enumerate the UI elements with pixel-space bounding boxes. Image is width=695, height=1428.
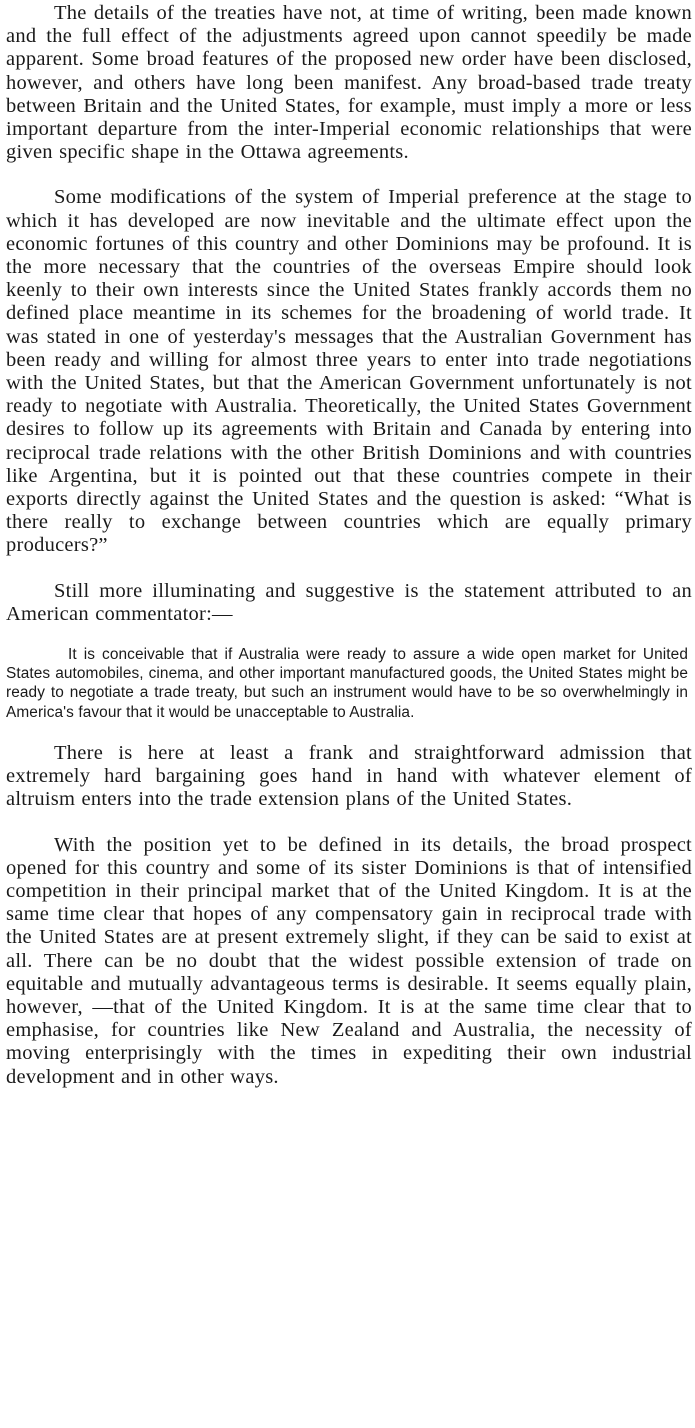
- paragraph-treaty-details: The details of the treaties have not, at time of writing, been made known and the full effect of the adjustments agreed upon cannot speedily be made apparent. Some broad features of the proposed new order have been disclosed, however, and others have long been manifest. Any broad-based trade treaty between Britain and the United States, for example, must imply a more or less important departure from the inter-Imperial economic relationships that were given specific shape in the Ottawa agreements.: [6, 2, 692, 164]
- paragraph-broad-prospect: With the position yet to be defined in its details, the broad prospect opened for this country and some of its sister Dominions is that of intensified competition in their principal market that of the United Kingdom. It is at the same time clear that hopes of any compensatory gain in reciprocal trade with the United States are at present extremely slight, if they can be said to exist at all. There can be no doubt that the widest possible extension of trade on equitable and mutually advantageous terms is desirable. It seems equally plain, however, —that of the United Kingdom. It is at the same time clear that to emphasise, for countries like New Zealand and Australia, the necessity of moving enterprisingly with the times in expediting their own industrial development and in other ways.: [6, 833, 692, 1088]
- newspaper-column: [6, 2, 692, 1089]
- paragraph-imperial-preference: Some modifications of the system of Imperial preference at the stage to which it has developed are now inevitable and the ultimate effect upon the economic fortunes of this country and other Dominions may be profound. It is the more necessary that the countries of the overseas Empire should look keenly to their own interests since the United States frankly accords them no defined place meantime in its schemes for the broadening of world trade. It was stated in one of yesterday's messages that the Australian Government has been ready and willing for almost three years to enter into trade negotiations with the United States, but that the American Government unfortunately is not ready to negotiate with Australia. Theoretically, the United States Government desires to follow up its agreements with Britain and Canada by entering into reciprocal trade relations with the other British Dominions and with countries like Argentina, but it is pointed out that these countries compete in their exports directly against the United States and the question is asked: “What is there really to exchange between countries which are equally primary producers?”: [6, 186, 692, 557]
- paragraph-hard-bargaining: There is here at least a frank and straightforward admission that extremely hard bargaining goes hand in hand with whatever element of altruism enters into the trade extension plans of the United States.: [6, 741, 692, 811]
- block-quote: It is conceivable that if Australia were ready to assure a wide open market for United States automobiles, cinema, and other important manufactured goods, the United States might be ready to negotiate a trade treaty, but such an instrument would have to be so overwhelmingly in America's favour that it would be unacceptable to Australia.: [6, 646, 688, 721]
- paragraph-american-commentator: Still more illuminating and suggestive is the statement attributed to an American commentator:—: [6, 579, 692, 625]
